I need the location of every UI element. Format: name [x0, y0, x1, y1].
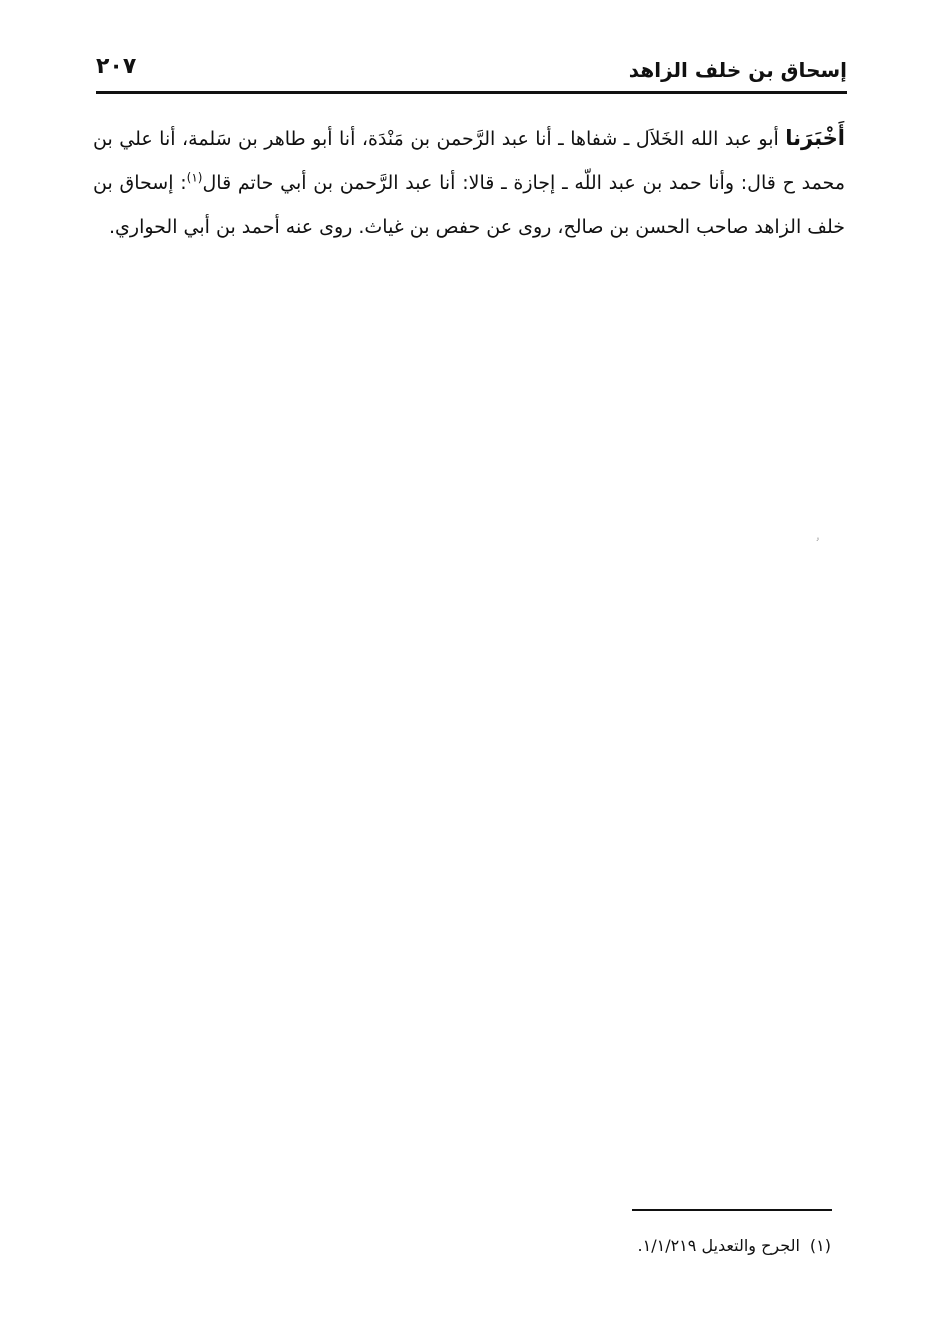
footnote-separator — [632, 1209, 832, 1211]
footnote — [638, 1236, 831, 1255]
lead-word: أَخْبَرَنا — [785, 126, 845, 150]
page-header — [96, 48, 847, 88]
scan-speck: ۥ — [816, 532, 820, 546]
paragraph-text-part-1: أبو عبد الله الخَلاَل ـ شفاها ـ أنا عبد الرَّحمن بن مَنْدَة، أنا أبو طاهر بن سَلمة، أنا علي بن محمد ح قال: وأنا حمد بن عبد اللّه ـ إجازة ـ قالا: أنا عبد الرَّحمن بن أبي حاتم قال — [93, 128, 845, 194]
paragraph-text-part-2: : إسحاق بن خلف الزاهد صاحب الحسن بن صالح، روى عن حفص بن غياث. روى عنه أحمد بن أبي الحواري. — [93, 172, 845, 238]
footnote-marker: (١) — [809, 1236, 831, 1255]
running-title: إسحاق بن خلف الزاهد — [628, 58, 847, 82]
footnote-reference[interactable]: (١) — [186, 170, 203, 185]
header-rule — [96, 91, 847, 94]
footnote-text: الجرح والتعديل ١/١/٢١٩. — [637, 1236, 800, 1255]
page-number: ٢٠٧ — [96, 54, 137, 79]
main-paragraph — [93, 116, 845, 249]
